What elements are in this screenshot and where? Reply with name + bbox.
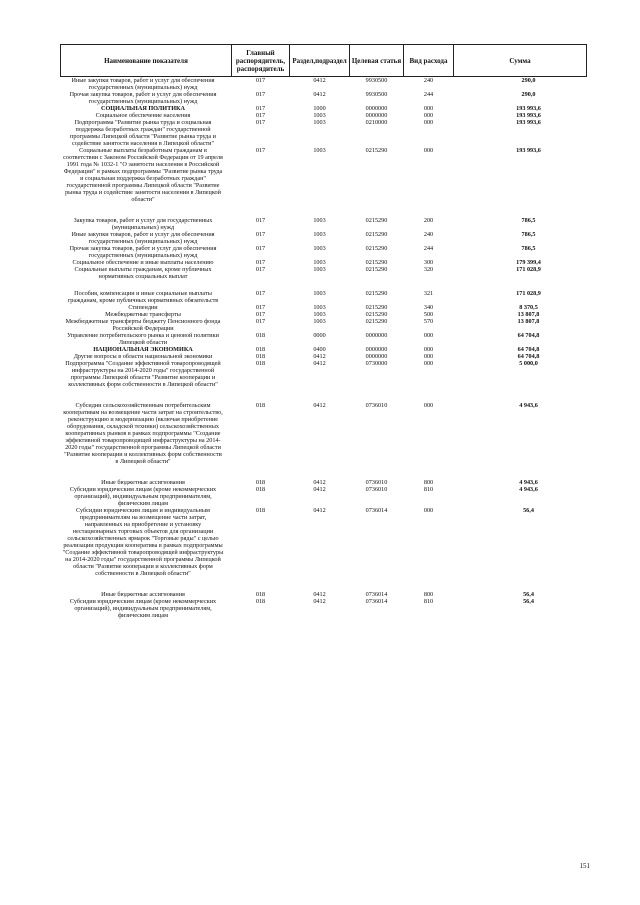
row-vr: 244 (423, 91, 434, 98)
row-cs: 0215290 (365, 147, 388, 154)
row-vr: 000 (423, 119, 434, 126)
row-sum: 193 993,6 (516, 112, 541, 119)
row-sum: 13 807,8 (517, 311, 540, 318)
row-razdel: 0412 (313, 591, 326, 598)
row-sum: 179 399,4 (516, 259, 541, 266)
row-glav: 018 (255, 486, 266, 493)
row-razdel: 0412 (313, 507, 326, 514)
row-name: Социальные выплаты гражданам, кроме публичных нормативных социальных выплат (74, 266, 212, 280)
table-row (61, 360, 587, 402)
row-vr: 000 (423, 332, 434, 339)
table-row (61, 77, 587, 92)
table-row (61, 245, 587, 259)
row-name: Подпрограмма "Развитие рынка труда и социальная поддержка безработных граждан" государственной программы Липецкой области "Развитие рынка труда и содействие занятости населения в Липецкой области" (70, 119, 216, 147)
row-cs: 0215290 (365, 259, 388, 266)
row-cs: 0215290 (365, 311, 388, 318)
row-glav: 017 (255, 304, 266, 311)
row-razdel: 0412 (313, 77, 326, 84)
row-name: Межбюджетные трансферты бюджету Пенсионного фонда Российской Федерации (65, 318, 221, 332)
row-sum: 5 000,0 (519, 360, 538, 367)
row-vr: 200 (423, 217, 434, 224)
row-sum: 193 993,6 (516, 105, 541, 112)
row-glav: 017 (255, 245, 266, 252)
table-row (61, 332, 587, 346)
table-body (61, 77, 587, 620)
row-cs: 0215290 (365, 217, 388, 224)
row-vr: 000 (423, 360, 434, 367)
row-glav: 017 (255, 147, 266, 154)
row-cs: 0736014 (365, 591, 388, 598)
table-row (61, 353, 587, 360)
row-sum: 290,0 (521, 91, 536, 98)
row-vr: 800 (423, 591, 434, 598)
row-razdel: 0412 (313, 402, 326, 409)
table-row (61, 598, 587, 619)
row-sum: 56,4 (523, 591, 534, 598)
row-vr: 810 (423, 598, 434, 605)
table-row (61, 346, 587, 353)
table-row (61, 217, 587, 231)
row-sum: 4 943,6 (519, 402, 538, 409)
row-razdel: 0412 (313, 479, 326, 486)
row-sum: 171 028,9 (516, 266, 541, 273)
row-cs: 0215290 (365, 304, 388, 311)
header-razdel: Раздел,подраздел (290, 45, 350, 77)
row-glav: 017 (255, 231, 266, 238)
row-vr: 000 (423, 507, 434, 514)
row-vr: 000 (423, 402, 434, 409)
row-vr: 000 (423, 105, 434, 112)
row-cs: 0000000 (365, 346, 388, 353)
table-row (61, 119, 587, 147)
row-sum: 4 943,6 (519, 479, 538, 486)
row-vr: 340 (423, 304, 434, 311)
row-cs: 0000000 (365, 332, 388, 339)
row-glav: 018 (255, 479, 266, 486)
row-glav: 018 (255, 591, 266, 598)
row-name: Иные закупки товаров, работ и услуг для обеспечения государственных (муниципальных) нужд (71, 231, 215, 245)
row-sum: 193 993,6 (516, 119, 541, 126)
row-name: Иные бюджетные ассигнования (101, 591, 185, 598)
row-vr: 240 (423, 231, 434, 238)
table-row (61, 479, 587, 486)
row-name: Иные бюджетные ассигнования (101, 479, 185, 486)
row-razdel: 1003 (313, 290, 326, 297)
row-cs: 0736014 (365, 598, 388, 605)
row-vr: 570 (423, 318, 434, 325)
row-vr: 000 (423, 147, 434, 154)
row-vr: 810 (423, 486, 434, 493)
row-name: Иные закупки товаров, работ и услуг для обеспечения государственных (муниципальных) нужд (71, 77, 215, 91)
row-glav: 017 (255, 105, 266, 112)
row-razdel: 0412 (313, 360, 326, 367)
row-name: Субсидии юридическим лицам и индивидуальным предпринимателям на возмещение части затрат, направленных на приобретение и установку нестационарных торговых объектов для организации сельскохозяйственных ярмарок "Торговые ряды" с целью реализации продукции кооператива в рамках подпрограммы "Создание эффективной товаропроводящей инфраструктуры на 2014-2020 годы" государственной программы Липецкой области "Развитие кооперации и коллективных форм собственности в Липецкой области" (62, 507, 224, 577)
header-vr: Вид расхода (404, 45, 454, 77)
header-sum: Сумма (454, 45, 587, 77)
row-glav: 017 (255, 77, 266, 84)
row-razdel: 0412 (313, 91, 326, 98)
table-row (61, 266, 587, 290)
table-row (61, 486, 587, 507)
row-cs: 0215290 (365, 318, 388, 325)
row-razdel: 0412 (313, 598, 326, 605)
row-name: Субсидии юридическим лицам (кроме некоммерческих организаций), индивидуальным предпринимателям, физическим лицам (69, 598, 217, 619)
row-glav: 018 (255, 507, 266, 514)
row-name: Пособия, компенсации и иные социальные выплаты гражданам, кроме публичных нормативных обязательств (67, 290, 219, 304)
row-vr: 300 (423, 259, 434, 266)
header-name: Наименование показателя (61, 45, 232, 77)
row-vr: 320 (423, 266, 434, 273)
table-row (61, 591, 587, 598)
row-glav: 017 (255, 290, 266, 297)
row-glav: 018 (255, 332, 266, 339)
row-sum: 290,0 (521, 77, 536, 84)
table-row (61, 105, 587, 112)
row-cs: 0000000 (365, 112, 388, 119)
table-row (61, 91, 587, 105)
row-razdel: 1003 (313, 112, 326, 119)
row-sum: 786,5 (521, 245, 536, 252)
row-sum: 56,4 (523, 598, 534, 605)
row-name: Социальное обеспечение и иные выплаты населению (72, 259, 214, 266)
row-glav: 018 (255, 346, 266, 353)
row-name: Социальные выплаты безработным гражданам в соответствии с Законом Российской Федерации от 19 апреля 1991 года № 1032-1 "О занятости населения в Российской Федерации" в рамках подпрограммы "Развитие рынка труда и социальная поддержка безработных граждан" государственной программы Липецкой области "Развитие рынка труда и содействие занятости населения в Липецкой области" (63, 147, 223, 203)
row-vr: 500 (423, 311, 434, 318)
row-glav: 017 (255, 119, 266, 126)
row-razdel: 1003 (313, 304, 326, 311)
row-name: Субсидии сельскохозяйственным потребительским кооперативам на возмещение части затрат на строительство, реконструкцию и модернизацию (включая приобретение оборудования, складской техники) сельскохозяйственных кооперативных рынков в рамках подпрограммы "Создание эффективной товаропроводящей инфраструктуры на 2014-2020 годы" государственной программы Липецкой области "Развитие кооперации и коллективных форм собственности в Липецкой области" (63, 402, 223, 465)
row-razdel: 1003 (313, 259, 326, 266)
row-sum: 64 704,8 (517, 332, 540, 339)
header-glav: Главный распорядитель, распорядитель (232, 45, 290, 77)
row-cs: 9930500 (365, 91, 388, 98)
row-name: Межбюджетные трансферты (105, 311, 181, 318)
row-sum: 13 807,8 (517, 318, 540, 325)
row-cs: 0215290 (365, 290, 388, 297)
row-glav: 017 (255, 217, 266, 224)
row-sum: 56,4 (523, 507, 534, 514)
row-glav: 017 (255, 259, 266, 266)
row-cs: 0736014 (365, 507, 388, 514)
row-razdel: 1000 (313, 105, 326, 112)
table-row (61, 402, 587, 479)
row-name: Прочая закупка товаров, работ и услуг для обеспечения государственных (муниципальных) нужд (69, 91, 217, 105)
row-vr: 000 (423, 112, 434, 119)
row-sum: 8 370,5 (519, 304, 538, 311)
row-glav: 017 (255, 266, 266, 273)
row-cs: 0000000 (365, 105, 388, 112)
row-razdel: 1003 (313, 318, 326, 325)
table-row (61, 304, 587, 311)
row-cs: 0736010 (365, 486, 388, 493)
table-row (61, 290, 587, 304)
row-name: Прочая закупка товаров, работ и услуг для обеспечения государственных (муниципальных) нужд (69, 245, 217, 259)
row-cs: 0736010 (365, 479, 388, 486)
table-row (61, 231, 587, 245)
table-header-row (61, 45, 587, 77)
row-cs: 0736010 (365, 402, 388, 409)
row-razdel: 1003 (313, 311, 326, 318)
row-cs: 9930500 (365, 77, 388, 84)
row-sum: 4 943,6 (519, 486, 538, 493)
row-sum: 786,5 (521, 217, 536, 224)
row-name: Закупка товаров, работ и услуг для государственных (муниципальных) нужд (73, 217, 213, 231)
table-row (61, 112, 587, 119)
row-razdel: 1003 (313, 147, 326, 154)
row-name: Социальное обеспечение населения (95, 112, 191, 119)
table-row (61, 259, 587, 266)
row-razdel: 1003 (313, 266, 326, 273)
row-razdel: 0412 (313, 353, 326, 360)
row-name: СОЦИАЛЬНАЯ ПОЛИТИКА (100, 105, 185, 112)
table-row (61, 147, 587, 217)
row-cs: 0215290 (365, 245, 388, 252)
row-glav: 017 (255, 112, 266, 119)
row-name: Управление потребительского рынка и ценовой политики Липецкой области (67, 332, 219, 346)
row-cs: 0000000 (365, 353, 388, 360)
row-vr: 000 (423, 353, 434, 360)
row-sum: 193 993,6 (516, 147, 541, 154)
row-razdel: 1003 (313, 119, 326, 126)
budget-table (60, 44, 587, 619)
row-glav: 018 (255, 598, 266, 605)
row-name: Субсидии юридическим лицам (кроме некоммерческих организаций), индивидуальным предпринимателям, физическим лицам (69, 486, 217, 507)
row-name: Стипендии (128, 304, 158, 311)
row-glav: 017 (255, 311, 266, 318)
row-razdel: 0412 (313, 486, 326, 493)
row-glav: 017 (255, 318, 266, 325)
row-sum: 64 704,8 (517, 346, 540, 353)
row-razdel: 1003 (313, 217, 326, 224)
row-razdel: 0000 (313, 332, 326, 339)
row-name: НАЦИОНАЛЬНАЯ ЭКОНОМИКА (93, 346, 193, 353)
row-sum: 786,5 (521, 231, 536, 238)
page-number: 151 (579, 862, 590, 870)
row-razdel: 1003 (313, 231, 326, 238)
row-glav: 018 (255, 353, 266, 360)
row-name: Другие вопросы в области национальной экономики (73, 353, 213, 360)
row-vr: 244 (423, 245, 434, 252)
row-name: Подпрограмма "Создание эффективной товаропроводящей инфраструктуры на 2014-2020 годы" государственной программы Липецкой области "Развитие кооперации и коллективных форм собственности в Липецкой области" (65, 360, 221, 388)
row-cs: 0210000 (365, 119, 388, 126)
table-row (61, 507, 587, 591)
table-row (61, 311, 587, 318)
table-row (61, 318, 587, 332)
row-razdel: 1003 (313, 245, 326, 252)
header-cs: Целевая статья (350, 45, 404, 77)
row-cs: 0730000 (365, 360, 388, 367)
row-vr: 240 (423, 77, 434, 84)
row-vr: 000 (423, 346, 434, 353)
budget-table-page (60, 44, 586, 619)
row-glav: 017 (255, 91, 266, 98)
row-vr: 321 (423, 290, 434, 297)
row-sum: 64 704,8 (517, 353, 540, 360)
row-glav: 018 (255, 402, 266, 409)
row-glav: 018 (255, 360, 266, 367)
row-cs: 0215290 (365, 231, 388, 238)
row-sum: 171 028,9 (516, 290, 541, 297)
row-razdel: 0400 (313, 346, 326, 353)
row-cs: 0215290 (365, 266, 388, 273)
row-vr: 800 (423, 479, 434, 486)
